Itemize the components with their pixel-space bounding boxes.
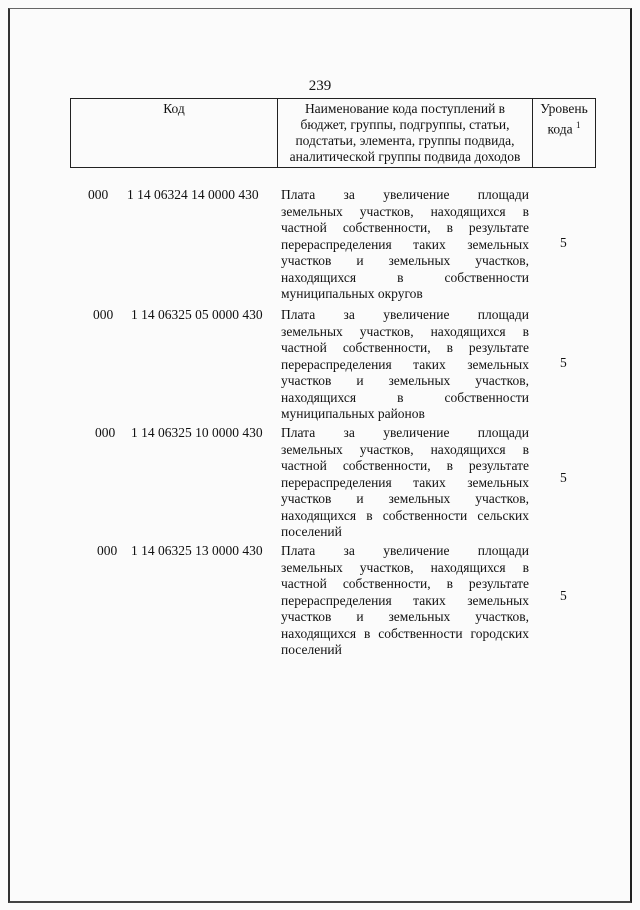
row-name-line: муниципальных районов — [281, 406, 425, 421]
row-name-line: частной собственности, в результате — [281, 458, 529, 473]
page-number: 239 — [308, 78, 332, 94]
row-name-line: поселений — [281, 524, 342, 539]
row-name-line: находящихся в собственности сельских — [281, 507, 529, 523]
header-name-line: бюджет, группы, подгруппы, статьи, — [300, 117, 510, 132]
row-name-line: участков и земельных участков, — [281, 609, 529, 624]
row-name-line: Плата за увеличение площади — [281, 187, 529, 202]
row-name — [281, 543, 529, 659]
row-code: 1 14 06325 05 0000 430 — [131, 307, 263, 322]
header-level-word: кода — [547, 121, 573, 137]
row-name-line: перераспределения таких земельных — [281, 474, 529, 490]
header-code-label: Код — [163, 101, 185, 116]
row-name — [281, 307, 529, 423]
row-level: 5 — [560, 470, 567, 485]
row-name-line: находящихся в собственности — [281, 389, 529, 405]
row-name-line: Плата за увеличение площади — [281, 425, 529, 440]
row-prefix: 000 — [88, 187, 109, 202]
row-code: 1 14 06324 14 0000 430 — [127, 187, 259, 202]
row-name — [281, 425, 529, 541]
row-name-line: частной собственности, в результате — [281, 220, 529, 235]
row-name-line: поселений — [281, 642, 342, 657]
row-level: 5 — [560, 588, 567, 603]
header-name-line: подстатьи, элемента, группы подвида, — [295, 133, 515, 148]
row-name-line: земельных участков, находящихся в — [281, 323, 529, 339]
row-prefix: 000 — [97, 543, 118, 558]
header-name-line: Наименование кода поступлений в — [304, 101, 506, 116]
row-name-line: перераспределения таких земельных — [281, 592, 529, 608]
row-name-line: земельных участков, находящихся в — [281, 441, 529, 457]
header-name — [278, 99, 533, 168]
row-level: 5 — [560, 235, 567, 250]
header-code — [71, 99, 278, 168]
row-prefix: 000 — [95, 425, 116, 440]
row-name-line: перераспределения таких земельных — [281, 356, 529, 372]
row-name-line: перераспределения таких земельных — [281, 236, 529, 252]
row-name-line: находящихся в собственности — [281, 269, 529, 285]
footnote-marker: 1 — [575, 120, 581, 130]
table-header — [70, 98, 596, 168]
row-name-line: участков и земельных участков, — [281, 491, 529, 506]
row-name-line: частной собственности, в результате — [281, 340, 529, 355]
header-level-label-2 — [536, 117, 592, 138]
row-name-line: Плата за увеличение площади — [281, 307, 529, 322]
row-prefix: 000 — [93, 307, 114, 322]
header-level-label: Уровень — [540, 101, 588, 116]
row-name-line: находящихся в собственности городских — [281, 625, 529, 641]
row-name-line: участков и земельных участков, — [281, 253, 529, 268]
header-name-line: аналитической группы подвида доходов — [289, 149, 521, 164]
row-name — [281, 187, 529, 303]
header-level — [533, 99, 596, 168]
row-level: 5 — [560, 355, 567, 370]
row-name-line: земельных участков, находящихся в — [281, 559, 529, 575]
row-name-line: участков и земельных участков, — [281, 373, 529, 388]
row-code: 1 14 06325 10 0000 430 — [131, 425, 263, 440]
row-code: 1 14 06325 13 0000 430 — [131, 543, 263, 558]
row-name-line: Плата за увеличение площади — [281, 543, 529, 558]
row-name-line: муниципальных округов — [281, 286, 423, 301]
row-name-line: земельных участков, находящихся в — [281, 203, 529, 219]
row-name-line: частной собственности, в результате — [281, 576, 529, 591]
